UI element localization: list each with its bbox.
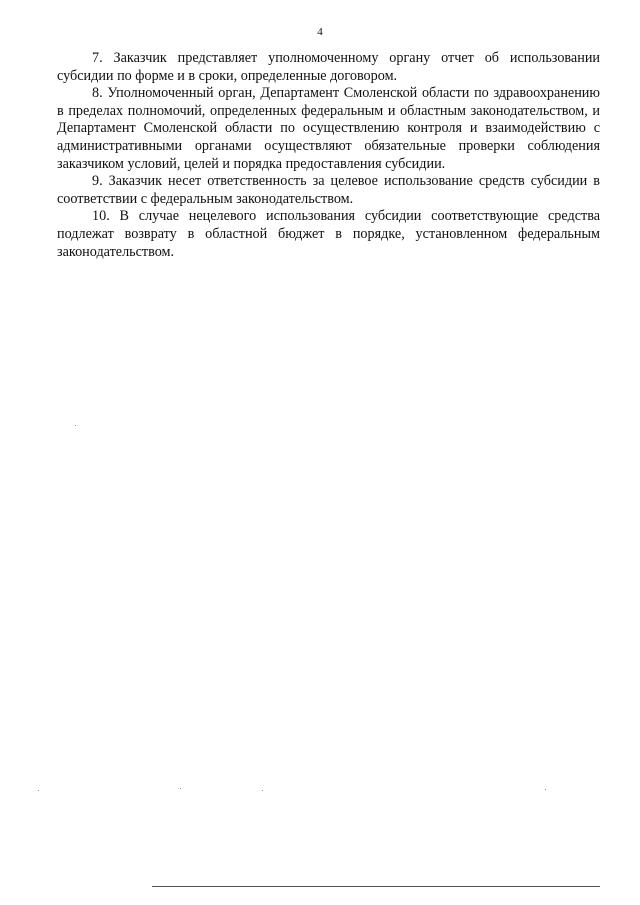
scan-speck [75,425,76,426]
paragraph-8: 8. Уполномоченный орган, Департамент Смоленской области по здравоохранению в пределах полномочий, определенных федеральным и областным законодательством, и Департамент Смоленской области по осуществлению контроля и взаимодействию с административными органами осуществляют обязательные проверки соблюдения заказчиком условий, целей и порядка предоставления субсидии. [57,85,600,172]
scan-speck [262,790,263,791]
paragraph-10: 10. В случае нецелевого использования субсидии соответствующие средства подлежат возврату в областной бюджет в порядке, установленном федеральным законодательством. [57,208,600,260]
scan-speck [180,788,181,789]
paragraph-7: 7. Заказчик представляет уполномоченному органу отчет об использовании субсидии по форме и в сроки, определенные договором. [57,50,600,84]
scan-edge-line [152,886,600,887]
document-body [57,50,600,261]
scan-speck [38,790,39,791]
paragraph-9: 9. Заказчик несет ответственность за целевое использование средств субсидии в соответствии с федеральным законодательством. [57,173,600,207]
page-number: 4 [317,26,323,38]
scan-speck [545,789,546,790]
